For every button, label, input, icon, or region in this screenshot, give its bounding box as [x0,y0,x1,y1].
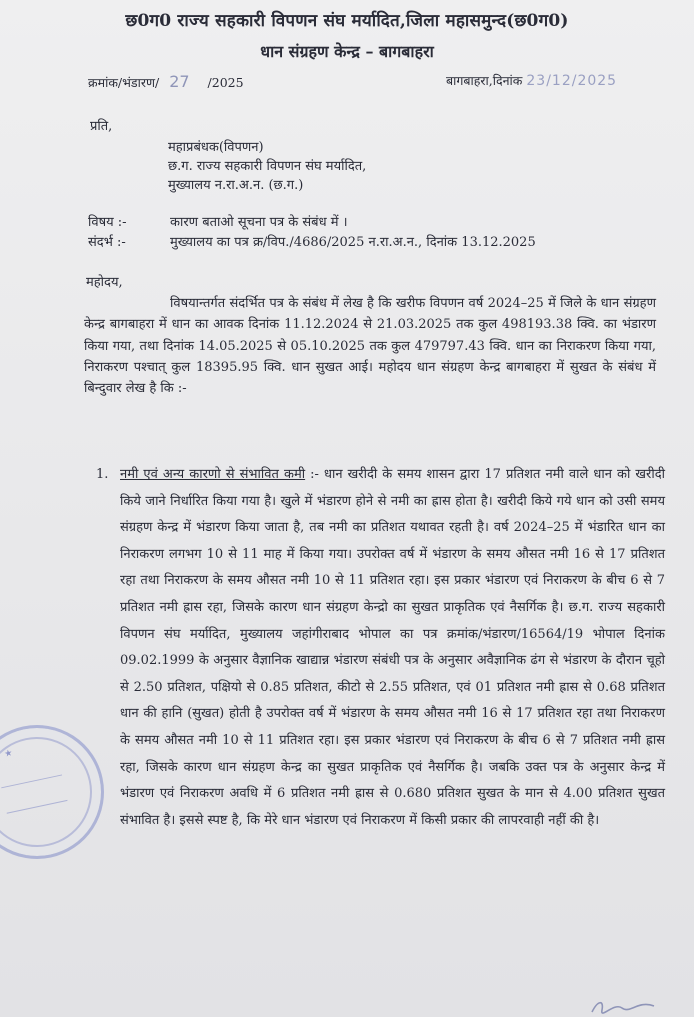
recipient-prefix: प्रति, [90,119,113,134]
sandarbh-label: संदर्भ :- [88,235,126,250]
subject-label: विषय :- [88,215,127,230]
recipient-line: मुख्यालय न.रा.अ.न. (छ.ग.) [168,178,304,193]
reference-line [88,72,244,91]
date-line [446,72,617,89]
reference-number: 27 [169,72,190,91]
recipient-line: महाप्रबंधक(विपणन) [168,140,264,155]
letterhead-title: छ0ग0 राज्य सहकारी विपणन संघ मर्यादित,जिला महासमुन्द(छ0ग0) [125,11,569,31]
stamp-line [7,800,68,814]
signature-mark [588,996,658,1016]
letterhead-subtitle: धान संग्रहण केन्द्र – बागबाहरा [260,42,434,61]
point-text: :- धान खरीदी के समय शासन द्वारा 17 प्रतिशत नमी वाले धान को खरीदी किये जाने निर्धारित किया गया है। खुले में भंडारण होने से नमी का ह्रास होता है। खरीदी किये गये धान को उसी समय संग्रहण केन्द्र में भंडारण किया जाता है, तब नमी का प्रतिशत यथावत रहती है। वर्ष 2024–25 में भंडारित धान का निराकरण लगभग 10 से 11 माह में किया गया। उपरोक्त वर्ष में भंडारण के समय औसत नमी 16 से 17 प्रतिशत रहा तथा निराकरण के समय औसत नमी 10 से 11 प्रतिशत रहा। इस प्रकार भंडारण एवं निराकरण के बीच 6 से 7 प्रतिशत नमी ह्रास रहा, जिसके कारण धान संग्रहण केन्द्रो का सुखत प्राकृतिक एवं नैसर्गिक है। छ.ग. राज्य सहकारी विपणन संघ मर्यादित, मुख्यालय जहांगीराबाद भोपाल का पत्र क्रमांक/भंडारण/16564/19 भोपाल दिनांक 09.02.1999 के अनुसार वैज्ञानिक खाद्यान्न भंडारण संबंधी पत्र के अनुसार अवैज्ञानिक ढंग से भंडारण के दौरान चूहो से 2.50 प्रतिशत, पक्षियो से 0.85 प्रतिशत, कीटो से 2.55 प्रतिशत, एवं 01 प्रतिशत नमी ह्रास से 0.68 प्रतिशत धान की हानि (सुखत) होती है उपरोक्त वर्ष में भंडारण के समय औसत नमी 16 से 17 प्रतिशत रहा तथा निराकरण के समय औसत नमी 10 से 11 प्रतिशत रहा। इस प्रकार भंडारण एवं निराकरण के बीच 6 से 7 प्रतिशत नमी ह्रास रहा, जिसके कारण धान संग्रहण केन्द्र का सुखत प्राकृतिक एवं नैसर्गिक है। जबकि उक्त पत्र के अनुसार केन्द्र में भंडारण एवं निराकरण अवधि में 6 प्रतिशत नमी ह्रास से 0.680 प्रतिशत सुखत के मान से 4.00 प्रतिशत सुखत संभावित है। इससे स्पष्ट है, कि मेरे धान भंडारण एवं निराकरण में किसी प्रकार की लापरवाही नहीं की है। [120,467,665,828]
date-label: बागबाहरा,दिनांक [446,73,523,88]
subject-row [88,213,536,233]
date-value: 23/12/2025 [526,73,618,89]
salutation: महोदय, [86,275,123,290]
stamp-line [1,774,62,788]
body-paragraph-1: विषयान्तर्गत संदर्भित पत्र के संबंध में लेख है कि खरीफ विपणन वर्ष 2024–25 में जिले के धान संग्रहण केन्द्र बागबाहरा में धान का आवक दिनांक 11.12.2024 से 21.03.2025 तक कुल 498193.38 क्वि. का भंडारण किया गया, तथा दिनांक 14.05.2025 से 05.10.2025 तक कुल 479797.43 क्वि. धान का निराकरण किया गया, निराकरण पश्चात् कुल 18395.95 क्वि. धान सुखत आई। महोदय धान संग्रहण केन्द्र बागबाहरा में सुखत के संबंध में बिन्दुवार लेख है कि :- [84,296,656,397]
recipient-address [168,138,366,195]
point-number: 1. [96,467,109,482]
stamp-star: ★ [3,748,14,760]
reference-year: /2025 [207,75,244,90]
sandarbh-text: मुख्यालय का पत्र क्र/विप./4686/2025 न.रा.अ.न., दिनांक 13.12.2025 [170,235,536,250]
recipient-line: छ.ग. राज्य सहकारी विपणन संघ मर्यादित, [168,159,367,174]
point-1 [96,462,665,834]
reference-row [88,233,536,253]
subject-text: कारण बताओ सूचना पत्र के संबंध में । [170,215,348,230]
office-seal-stamp [0,713,116,872]
subject-block [88,213,536,253]
reference-label: क्रमांक/भंडारण/ [88,75,160,90]
point-heading: नमी एवं अन्य कारणो से संभावित कमी [120,467,306,482]
